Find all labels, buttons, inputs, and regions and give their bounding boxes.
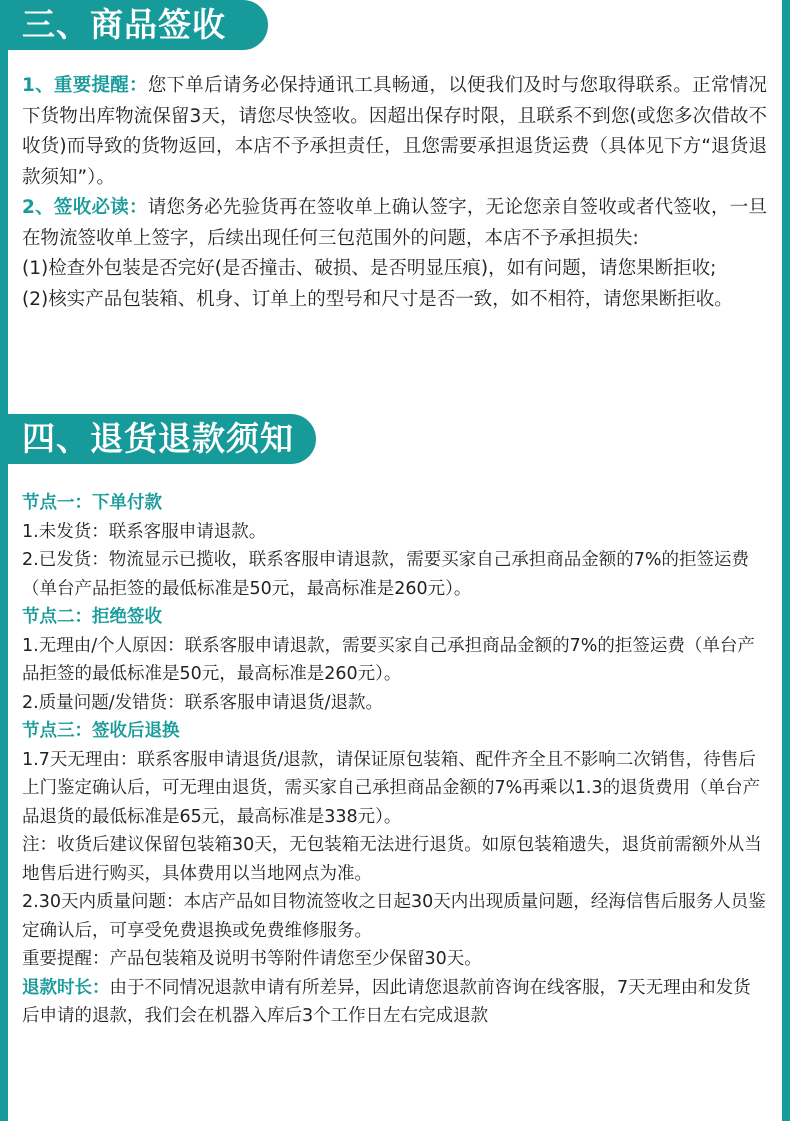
node-3-line-2: 2.30天内质量问题：本店产品如目物流签收之日起30天内出现质量问题，经海信售后服务人员鉴定确认后，可享受免费退换或免费维修服务。 <box>22 892 766 941</box>
refund-duration-label: 退款时长： <box>22 977 110 998</box>
sign-must-read-text: 请您务必先验货再在签收单上确认签字，无论您亲自签收或者代签收，一旦在物流签收单上签字，后续出现任何三包范围外的问题，本店不予承担损失: <box>22 197 767 249</box>
section-return-refund-body <box>22 489 767 1031</box>
node-2-title: 节点二：拒绝签收 <box>22 607 162 627</box>
important-reminder-paragraph <box>22 71 767 193</box>
node-3-reminder: 重要提醒：产品包装箱及说明书等附件请您至少保留30天。 <box>22 949 482 969</box>
section-header-return-refund: 四、退货退款须知 <box>0 414 316 464</box>
node-3-title: 节点三：签收后退换 <box>22 721 180 741</box>
node-1-title: 节点一：下单付款 <box>22 493 162 513</box>
node-1-line-1: 1.未发货：联系客服申请退款。 <box>22 521 267 542</box>
section-header-sign-receipt: 三、商品签收 <box>0 0 268 50</box>
important-reminder-label: 1、重要提醒： <box>22 75 148 96</box>
node-2-line-1: 1.无理由/个人原因：联系客服申请退款，需要买家自己承担商品金额的7%的拒签运费（单台产品拒签的最低标准是50元，最高标准是260元）。 <box>22 635 755 684</box>
node-3-line-1: 1.7天无理由：联系客服申请退货/退款，请保证原包装箱、配件齐全且不影响二次销售，待售后上门鉴定确认后，可无理由退货，需买家自己承担商品金额的7%再乘以1.3的退货费用（单台产品退货的最低标准是65元，最高标准是338元）。 <box>22 749 761 827</box>
refund-duration-text: 由于不同情况退款申请有所差异，因此请您退款前咨询在线客服，7天无理由和发货后申请的退款，我们会在机器入库后3个工作日左右完成退款 <box>22 977 751 1026</box>
refund-duration-paragraph <box>22 974 767 1031</box>
check-item-2: (2)核实产品包装箱、机身、订单上的型号和尺寸是否一致，如不相符，请您果断拒收。 <box>22 288 733 310</box>
node-1-line-2: 2.已发货：物流显示已揽收，联系客服申请退款，需要买家自己承担商品金额的7%的拒签运费（单台产品拒签的最低标准是50元，最高标准是260元）。 <box>22 550 749 599</box>
left-border <box>0 0 8 1121</box>
check-item-1: (1)检查外包装是否完好(是否撞击、破损、是否明显压痕)，如有问题，请您果断拒收; <box>22 258 717 279</box>
important-reminder-text: 您下单后请务必保持通讯工具畅通，以便我们及时与您取得联系。正常情况下货物出库物流保留3天，请您尽快签收。因超出保存时限，且联系不到您(或您多次借故不收货)而导致的货物返回，本店不予承担责任，且您需要承担退货运费（具体见下方“退货退款须知”）。 <box>22 75 767 188</box>
section-sign-receipt-body <box>22 71 767 315</box>
node-2-line-2: 2.质量问题/发错货：联系客服申请退货/退款。 <box>22 692 383 713</box>
sign-must-read-paragraph <box>22 193 767 254</box>
sign-must-read-label: 2、签收必读： <box>22 197 148 218</box>
right-border <box>782 0 790 1121</box>
node-3-note: 注：收货后建议保留包装箱30天，无包装箱无法进行退货。如原包装箱遗失，退货前需额外从当地售后进行购买，具体费用以当地网点为准。 <box>22 835 762 884</box>
